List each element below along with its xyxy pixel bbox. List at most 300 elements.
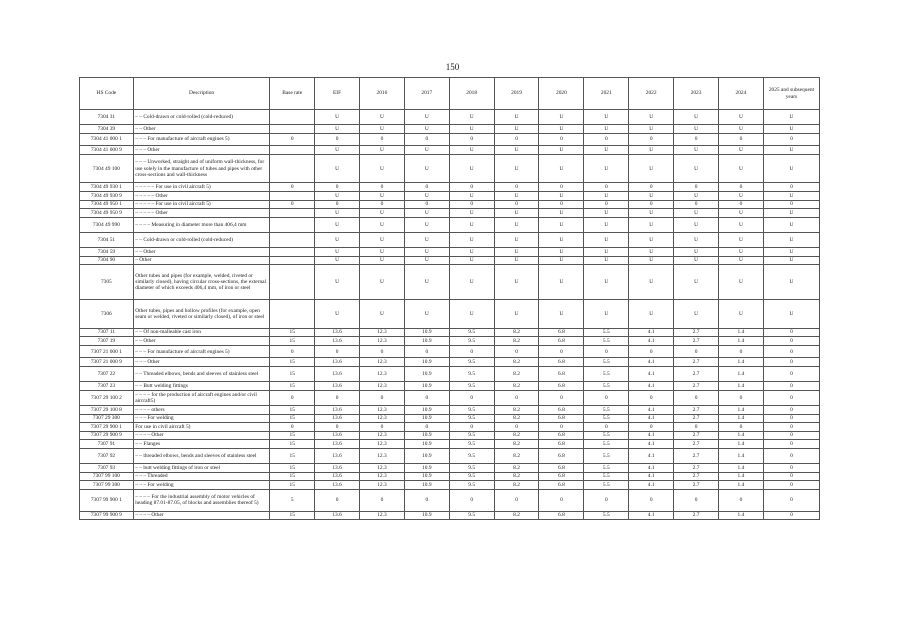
rate-cell: 0 [449,345,494,358]
base-rate-cell: 15 [270,431,315,440]
rate-cell: 0 [674,345,719,358]
rate-cell: 0 [584,489,629,511]
rate-cell: 5.5 [584,448,629,463]
rate-cell: U [315,154,360,182]
rate-cell: 9.5 [449,328,494,337]
rate-cell: 0 [674,489,719,511]
rate-cell: U [404,300,449,328]
rate-cell: U [359,125,404,134]
rate-cell: 0 [494,390,539,405]
rate-cell: 0 [315,390,360,405]
rate-cell: U [449,154,494,182]
rate-cell: 0 [763,337,819,346]
header-eif: EIF [315,78,360,110]
base-rate-cell: 15 [270,440,315,449]
rate-cell: U [629,110,674,125]
rate-cell: 9.5 [449,414,494,423]
rate-cell: 4.1 [629,405,674,414]
rate-cell: 0 [718,390,763,405]
rate-cell: U [494,217,539,232]
rate-cell: U [629,125,674,134]
rate-cell: 4.1 [629,481,674,490]
hs-code-cell: 7307 99 900 9 [80,511,134,520]
rate-cell: 1.4 [718,431,763,440]
base-rate-cell [270,300,315,328]
header-2018: 2018 [449,78,494,110]
header-2021: 2021 [584,78,629,110]
hs-code-cell: 7304 31 [80,110,134,125]
rate-cell: 8.2 [494,414,539,423]
rate-cell: 12.3 [359,464,404,473]
hs-code-cell: 7306 [80,300,134,328]
description-cell: – – – Unworked, straight and of uniform wall-thickness, for use solely in the manufacture of tubes and pipes with other cross-sections and wall-thickness [133,154,270,182]
rate-cell: 2.7 [674,337,719,346]
rate-cell: U [629,232,674,247]
rate-cell: 12.3 [359,440,404,449]
rate-cell: U [404,209,449,218]
rate-cell: 1.4 [718,464,763,473]
rate-cell: 2.7 [674,414,719,423]
rate-cell: U [584,300,629,328]
rate-cell: 0 [763,366,819,381]
rate-cell: 8.2 [494,337,539,346]
rate-cell: 4.1 [629,511,674,520]
rate-cell: U [584,265,629,300]
header-description: Description [133,78,270,110]
rate-cell: 0 [359,345,404,358]
rate-cell: 0 [763,390,819,405]
rate-cell: 0 [315,183,360,192]
rate-cell: U [494,191,539,200]
rate-cell: 0 [449,390,494,405]
rate-cell: 12.3 [359,337,404,346]
rate-cell: 6.8 [539,481,584,490]
rate-cell: 0 [539,200,584,209]
table-row [80,110,820,125]
rate-cell: 1.4 [718,440,763,449]
rate-cell: U [674,265,719,300]
rate-cell: 0 [718,133,763,146]
description-cell: – – – – For the industrial assembly of motor vehicles of heading 87.01-87.05, of blocks and assemblies thereof 5) [133,489,270,511]
rate-cell: 12.3 [359,448,404,463]
rate-cell: 0 [449,133,494,146]
base-rate-cell: 0 [270,183,315,192]
rate-cell: U [718,125,763,134]
rate-cell: U [629,256,674,265]
rate-cell: 13.6 [315,358,360,367]
rate-cell: U [315,125,360,134]
rate-cell: 0 [763,358,819,367]
description-cell: – – – Threaded [133,472,270,481]
base-rate-cell: 15 [270,464,315,473]
base-rate-cell: 0 [270,345,315,358]
hs-code-cell: 7304 49 950 9 [80,209,134,218]
rate-cell: U [449,265,494,300]
hs-code-cell: 7304 49 930 9 [80,191,134,200]
rate-cell: U [763,300,819,328]
page-number: 150 [445,62,460,72]
table-row [80,345,820,358]
rate-cell: 4.1 [629,328,674,337]
description-cell: – – Cold-drawn or cold-rolled (cold-reduced) [133,110,270,125]
rate-cell: 8.2 [494,440,539,449]
rate-cell: 0 [763,414,819,423]
hs-code-cell: 7304 39 [80,125,134,134]
rate-cell: U [449,191,494,200]
rate-cell: 13.6 [315,366,360,381]
rate-cell: 8.2 [494,366,539,381]
rate-cell: U [494,265,539,300]
rate-cell: 1.4 [718,511,763,520]
rate-cell: 0 [494,183,539,192]
hs-code-cell: 7307 29 100 2 [80,390,134,405]
rate-cell: 0 [359,489,404,511]
rate-cell: U [718,300,763,328]
base-rate-cell: 5 [270,489,315,511]
rate-cell: 0 [763,472,819,481]
rate-cell: 0 [674,390,719,405]
hs-code-cell: 7304 41 000 9 [80,146,134,155]
rate-cell: 0 [763,481,819,490]
table-row [80,125,820,134]
description-cell: – – Cold-drawn or cold-rolled (cold-reduced) [133,232,270,247]
rate-cell: 0 [315,423,360,432]
rate-cell: U [494,209,539,218]
rate-cell: 2.7 [674,448,719,463]
rate-cell: 0 [763,464,819,473]
rate-cell: 5.5 [584,431,629,440]
table-row [80,248,820,257]
rate-cell: 12.3 [359,431,404,440]
table-row [80,405,820,414]
rate-cell: U [359,146,404,155]
rate-cell: 13.6 [315,481,360,490]
rate-cell: U [584,232,629,247]
rate-cell: 0 [629,183,674,192]
rate-cell: 6.8 [539,431,584,440]
rate-cell: U [315,265,360,300]
rate-cell: 9.5 [449,337,494,346]
rate-cell: U [359,154,404,182]
rate-cell: U [404,265,449,300]
rate-cell: 5.5 [584,481,629,490]
base-rate-cell: 0 [270,423,315,432]
rate-cell: U [718,209,763,218]
rate-cell: 0 [763,511,819,520]
rate-cell: 0 [584,200,629,209]
rate-cell: U [315,209,360,218]
rate-cell: 10.9 [404,358,449,367]
rate-cell: 6.8 [539,472,584,481]
rate-cell: 0 [674,423,719,432]
table-row [80,191,820,200]
rate-cell: 5.5 [584,337,629,346]
rate-cell: 0 [718,200,763,209]
hs-code-cell: 7307 91 [80,440,134,449]
description-cell: – – Flanges [133,440,270,449]
rate-cell: 0 [404,133,449,146]
rate-cell: 0 [494,200,539,209]
header-2023: 2023 [674,78,719,110]
rate-cell: 0 [674,183,719,192]
rate-cell: 0 [359,390,404,405]
table-row [80,414,820,423]
description-cell: – – – – – Other [133,209,270,218]
description-cell: – – – For welding [133,414,270,423]
hs-code-cell: 7307 99 900 1 [80,489,134,511]
rate-cell: 5.5 [584,511,629,520]
description-cell: – – – – for the production of aircraft engines and/or civil aircraft5) [133,390,270,405]
rate-cell: 6.8 [539,328,584,337]
rate-cell: 0 [763,440,819,449]
rate-cell: 9.5 [449,511,494,520]
header-2017: 2017 [404,78,449,110]
rate-cell: 0 [539,489,584,511]
table-body [80,110,820,520]
base-rate-cell: 15 [270,414,315,423]
rate-cell: 12.3 [359,472,404,481]
rate-cell: U [449,232,494,247]
rate-cell: 10.9 [404,472,449,481]
description-cell: – – – For welding [133,481,270,490]
rate-cell: 0 [359,133,404,146]
rate-cell: U [494,232,539,247]
header-2024: 2024 [718,78,763,110]
rate-cell: U [359,248,404,257]
rate-cell: U [404,146,449,155]
description-cell: – Other [133,256,270,265]
rate-cell: U [718,248,763,257]
rate-cell: 6.8 [539,358,584,367]
rate-cell: U [539,232,584,247]
rate-cell: 5.5 [584,414,629,423]
base-rate-cell: 15 [270,382,315,391]
rate-cell: 5.5 [584,440,629,449]
rate-cell: 10.9 [404,328,449,337]
table-row [80,382,820,391]
base-rate-cell: 15 [270,511,315,520]
rate-cell: 9.5 [449,448,494,463]
rate-cell: U [359,217,404,232]
rate-cell: U [763,146,819,155]
rate-cell: 0 [584,183,629,192]
hs-code-cell: 7307 19 [80,337,134,346]
rate-cell: 0 [315,489,360,511]
table-row [80,183,820,192]
rate-cell: 2.7 [674,382,719,391]
rate-cell: U [584,209,629,218]
table-row [80,431,820,440]
rate-cell: U [539,110,584,125]
rate-cell: 9.5 [449,440,494,449]
rate-cell: 0 [404,423,449,432]
description-cell: – – Of non-malleable cast iron [133,328,270,337]
table-row [80,440,820,449]
rate-cell: 4.1 [629,366,674,381]
rate-cell: 10.9 [404,382,449,391]
rate-cell: U [629,217,674,232]
rate-cell: U [315,217,360,232]
rate-cell: 0 [718,183,763,192]
rate-cell: 4.1 [629,431,674,440]
rate-cell: U [539,256,584,265]
hs-code-cell: 7307 99 100 [80,472,134,481]
rate-cell: U [674,191,719,200]
rate-cell: 0 [629,423,674,432]
description-cell: – – – – Other [133,431,270,440]
base-rate-cell [270,154,315,182]
rate-cell: 9.5 [449,481,494,490]
rate-cell: U [315,300,360,328]
base-rate-cell: 0 [270,390,315,405]
table-row [80,154,820,182]
rate-cell: 0 [763,133,819,146]
rate-cell: 0 [494,133,539,146]
rate-cell: 8.2 [494,405,539,414]
rate-cell: U [359,110,404,125]
rate-cell: 4.1 [629,414,674,423]
rate-cell: 2.7 [674,366,719,381]
rate-cell: 1.4 [718,366,763,381]
rate-cell: 0 [629,345,674,358]
rate-cell: 0 [763,431,819,440]
rate-cell: 2.7 [674,405,719,414]
hs-code-cell: 7304 90 [80,256,134,265]
rate-cell: U [718,217,763,232]
table-row [80,481,820,490]
rate-cell: 6.8 [539,448,584,463]
rate-cell: U [539,125,584,134]
rate-cell: U [404,125,449,134]
base-rate-cell [270,248,315,257]
rate-cell: U [404,154,449,182]
rate-cell: U [449,110,494,125]
table-row [80,472,820,481]
table-row [80,209,820,218]
rate-cell: 12.3 [359,405,404,414]
rate-cell: U [584,154,629,182]
header-base-rate: Base rate [270,78,315,110]
rate-cell: 10.9 [404,337,449,346]
rate-cell: 0 [404,183,449,192]
base-rate-cell [270,265,315,300]
rate-cell: 12.3 [359,414,404,423]
rate-cell: 0 [763,448,819,463]
table-row [80,133,820,146]
rate-cell: U [404,110,449,125]
rate-cell: 1.4 [718,414,763,423]
base-rate-cell [270,217,315,232]
rate-cell: U [584,217,629,232]
rate-cell: U [494,248,539,257]
rate-cell: U [718,191,763,200]
rate-cell: 5.5 [584,328,629,337]
rate-cell: U [494,125,539,134]
hs-code-cell: 7304 49 990 [80,217,134,232]
rate-cell: 9.5 [449,358,494,367]
rate-cell: 6.8 [539,464,584,473]
rate-cell: U [359,300,404,328]
rate-cell: 10.9 [404,366,449,381]
description-cell: – – Other [133,125,270,134]
rate-cell: U [629,265,674,300]
rate-cell: 6.8 [539,511,584,520]
rate-cell: U [449,217,494,232]
table-row [80,146,820,155]
rate-cell: U [629,209,674,218]
tariff-schedule-table [79,77,820,520]
table-row [80,390,820,405]
rate-cell: 0 [539,390,584,405]
rate-cell: U [539,300,584,328]
rate-cell: 2.7 [674,472,719,481]
hs-code-cell: 7307 22 [80,366,134,381]
rate-cell: 0 [404,345,449,358]
rate-cell: U [718,256,763,265]
rate-cell: U [763,209,819,218]
rate-cell: U [359,209,404,218]
rate-cell: U [763,125,819,134]
rate-cell: 13.6 [315,337,360,346]
rate-cell: 0 [763,328,819,337]
rate-cell: 0 [629,390,674,405]
rate-cell: 2.7 [674,358,719,367]
rate-cell: U [449,248,494,257]
rate-cell: U [763,265,819,300]
rate-cell: U [718,110,763,125]
rate-cell: 2.7 [674,328,719,337]
hs-code-cell: 7307 29 300 [80,414,134,423]
rate-cell: U [315,191,360,200]
table-row [80,511,820,520]
rate-cell: 13.6 [315,511,360,520]
table-row [80,256,820,265]
base-rate-cell: 15 [270,366,315,381]
rate-cell: 10.9 [404,431,449,440]
rate-cell: U [763,248,819,257]
rate-cell: U [674,248,719,257]
rate-cell: U [584,146,629,155]
rate-cell: 4.1 [629,358,674,367]
rate-cell: U [494,256,539,265]
base-rate-cell: 15 [270,328,315,337]
rate-cell: 5.5 [584,464,629,473]
rate-cell: 0 [763,183,819,192]
rate-cell: 0 [315,200,360,209]
rate-cell: 0 [404,489,449,511]
table-row [80,232,820,247]
rate-cell: 0 [584,133,629,146]
rate-cell: U [584,191,629,200]
base-rate-cell: 15 [270,337,315,346]
rate-cell: U [718,146,763,155]
rate-cell: 9.5 [449,464,494,473]
rate-cell: 0 [404,390,449,405]
rate-cell: U [494,146,539,155]
table-row [80,366,820,381]
rate-cell: 6.8 [539,337,584,346]
base-rate-cell: 15 [270,472,315,481]
description-cell: – – – – – Other [133,191,270,200]
rate-cell: 10.9 [404,414,449,423]
table-row [80,358,820,367]
rate-cell: 5.5 [584,366,629,381]
rate-cell: 0 [404,200,449,209]
header-2020: 2020 [539,78,584,110]
rate-cell: 13.6 [315,472,360,481]
rate-cell: U [539,146,584,155]
rate-cell: 8.2 [494,358,539,367]
